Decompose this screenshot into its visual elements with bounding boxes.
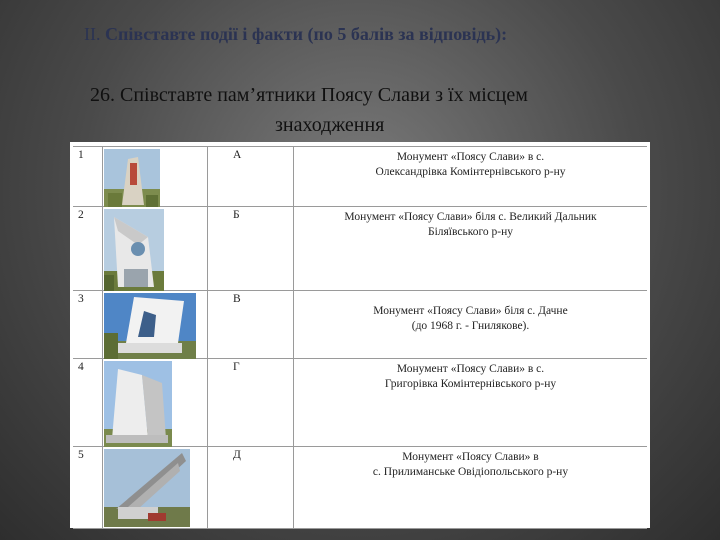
row-letter: В (208, 291, 294, 359)
section-heading (84, 24, 704, 45)
photo-cell (103, 447, 208, 529)
photo-cell (103, 291, 208, 359)
section-title: Співставте події і факти (по 5 балів за відповідь): (105, 24, 508, 44)
monument-photo-4 (104, 361, 172, 447)
matching-table (73, 146, 647, 529)
photo-cell (103, 147, 208, 207)
table-row (73, 291, 647, 359)
location-text: Монумент «Поясу Слави» біля с. Дачне (до 1968 г. - Гнилякове). (373, 305, 568, 332)
table-row (73, 207, 647, 291)
photo-cell (103, 359, 208, 447)
matching-table-container (70, 142, 650, 528)
row-number: 4 (73, 359, 103, 447)
location-text: Монумент «Поясу Слави» в с. Григорівка Комінтернівського р-ну (384, 363, 557, 390)
monument-photo-5 (104, 449, 190, 527)
monument-photo-2 (104, 209, 164, 291)
monument-photo-3 (104, 293, 196, 359)
question-text (90, 80, 650, 140)
location-text: Монумент «Поясу Слави» біля с. Великий Дальник Біляївського р-ну (344, 211, 597, 238)
table-row (73, 147, 647, 207)
row-number: 2 (73, 207, 103, 291)
row-number: 1 (73, 147, 103, 207)
row-number: 3 (73, 291, 103, 359)
monument-photo-1 (104, 149, 160, 207)
location-text: Монумент «Поясу Слави» в с. Олександрівка Комінтернівського р-ну (375, 151, 566, 178)
table-row (73, 447, 647, 529)
location-text: Монумент «Поясу Слави» в с. Прилиманське Овідіопольського р-ну (372, 451, 569, 478)
row-letter: А (208, 147, 294, 207)
row-letter: Г (208, 359, 294, 447)
row-letter: Д (208, 447, 294, 529)
row-letter: Б (208, 207, 294, 291)
table-row (73, 359, 647, 447)
question-line-1: 26. Співставте пам’ятники Поясу Слави з їх місцем (90, 84, 528, 106)
photo-cell (103, 207, 208, 291)
question-line-2: знаходження (275, 114, 385, 136)
section-number: II. (84, 24, 101, 44)
row-number: 5 (73, 447, 103, 529)
